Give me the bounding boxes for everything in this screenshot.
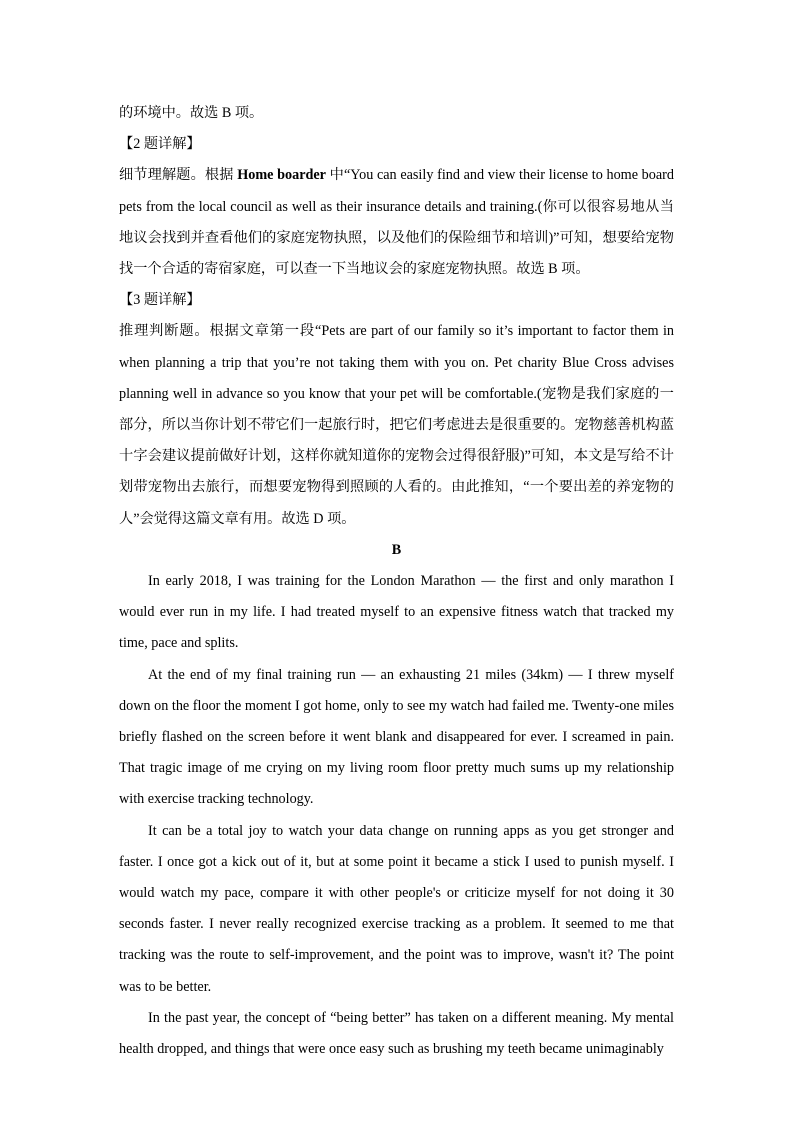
q2-heading: 【2 题详解】 xyxy=(119,136,201,153)
q2-body: 中“You can easily find and view their license to home board pets from the local council as well as their insurance details and training.(你可以很容易地从当地议会找到并查看他们的家庭宠物执照，以及他们的保险细节和培训)”可知，想要给宠物找一个合适的寄宿家庭，可以查一下当地议会的家庭宠物执照。故选 B 项。 xyxy=(119,167,674,278)
q2-intro: 细节理解题。根据 xyxy=(119,167,238,184)
paragraph-3: It can be a total joy to watch your data change on running apps as you get stronger and faster. I once got a kick out of it, but at some point it became a stick I used to punish myself. I would watch my pace, compare it with other people's or criticize myself for not doing it 30 seconds faster. I never really recognized exercise tracking as a problem. It seemed to me that tracking was the route to self-improvement, and the point was to improve, wasn't it? The point was to be better. xyxy=(119,822,674,995)
section-title: B xyxy=(391,541,402,558)
document-page xyxy=(119,98,674,1065)
q3-heading: 【3 题详解】 xyxy=(119,292,201,309)
previous-answer-tail: 的环境中。故选 B 项。 xyxy=(119,105,264,121)
q2-bold-term: Home boarder xyxy=(237,167,326,184)
paragraph-4: In the past year, the concept of “being better” has taken on a different meaning. My mental health dropped, and things that were once easy such as brushing my teeth became unimaginably xyxy=(119,1009,674,1058)
paragraph-2: At the end of my final training run — an exhausting 21 miles (34km) — I threw myself down on the floor the moment I got home, only to see my watch had failed me. Twenty-one miles briefly flashed on the screen before it went blank and disappeared for ever. I screamed in pain. That tragic image of me crying on my living room floor pretty much sums up my relationship with exercise tracking technology. xyxy=(119,666,674,808)
q2-explanation xyxy=(119,160,674,285)
q3-explanation: 推理判断题。根据文章第一段“Pets are part of our family so it’s important to factor them in when planning a trip that you’re not taking them with you on. Pet charity Blue Cross advises planning well in advance so you know that your pet will be comfortable.(宠物是我们家庭的一部分，所以当你计划不带它们一起旅行时，把它们考虑进去是很重要的。宠物慈善机构蓝十字会建议提前做好计划，这样你就知道你的宠物会过得很舒服)”可知，本文是写给不计划带宠物出去旅行，而想要宠物得到照顾的人看的。由此推知，“一个要出差的养宠物的人”会觉得这篇文章有用。故选 D 项。 xyxy=(119,323,674,527)
paragraph-1: In early 2018, I was training for the London Marathon — the first and only marathon I would ever run in my life. I had treated myself to an expensive fitness watch that tracked my time, pace and splits. xyxy=(119,573,674,652)
